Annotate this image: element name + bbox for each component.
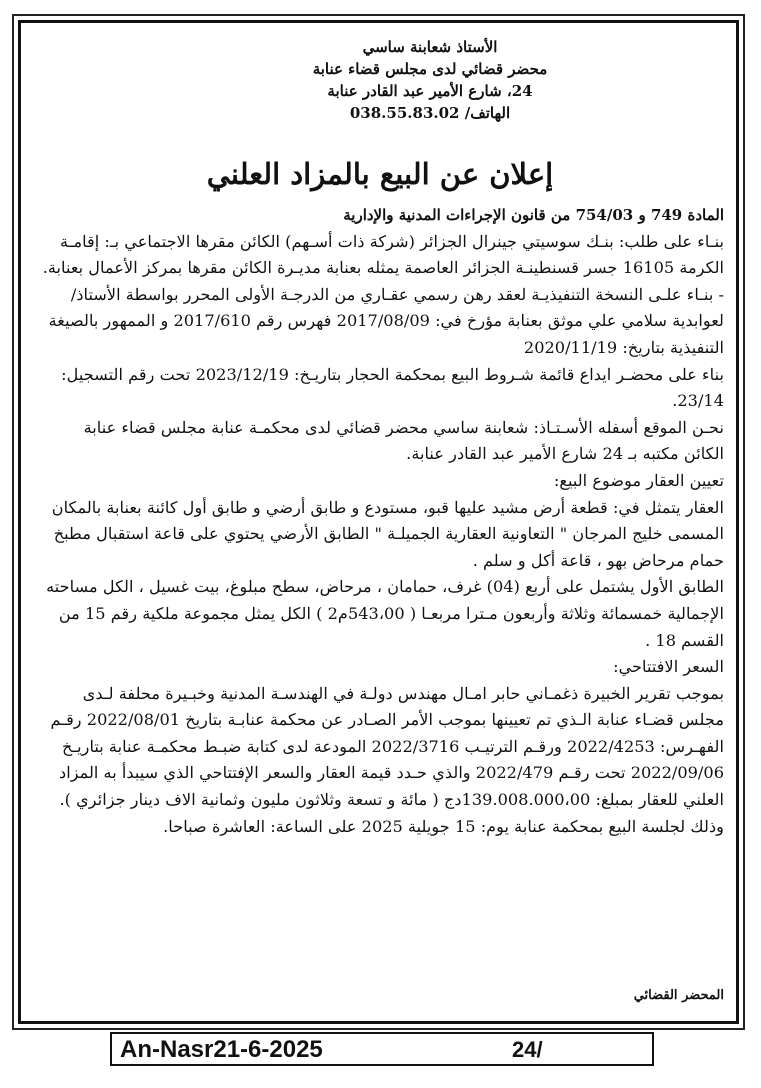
paragraph-price: بموجب تقرير الخبيرة ذغمـاني حابر امـال مهندس دولـة في الهندسـة المدنية وخبـيرة محلفة لـدى مجلس قضـاء عنابة الـذي تم تعيينها بموجب الأمر الصـادر عن محكمة عنابـة بتاريخ 2022/08/01 رقـم الفهـرس: 2022/4253 ورقـم الترتيـب 2022/3716 المودعة لدى كتابة ضبـط محكمـة عنابة بتاريـخ 2022/09/06 تحت رقـم 2022/479 والذي حـدد قيمة العقار والسعر الإفتتاحي الذي سيبدأ به المزاد العلني للعقار بمبلغ: 139.008.000،00دج ( مائة و تسعة وثلاثون مليون وثمانية الاف دينار جزائري ). xyxy=(50,683,724,810)
legal-reference: المادة 749 و 754/03 من قانون الإجراءات المدنية والإدارية xyxy=(343,206,724,224)
phone-number: 038.55.83.02 xyxy=(349,104,460,122)
notice-title: إعلان عن البيع بالمزاد العلني xyxy=(206,157,554,191)
paragraph-property: العقار يتمثل في: قطعة أرض مشيد عليها قبو، مستودع و طابق أرضي و طابق أول كائنة بعنابة بالمكان المسمى خليج المرجان " التعاونية العقارية الجميلـة " الطابق الأرضي يحتوي على قاعة استقبال مطبخ حمام مرحاض بهو ، قاعة أكل و سلم . xyxy=(51,497,724,570)
bailiff-name: الأستاذ شعابنة ساسي xyxy=(362,38,498,56)
publication-date: 21-6-2025 xyxy=(213,1036,323,1063)
phone-label: الهاتف/ xyxy=(464,104,511,122)
paragraph-undersigned: نحـن الموقع أسفله الأسـتـاذ: شعابنة ساسي محضر قضائي لدى محكمـة عنابة مجلس قضاء عنابة xyxy=(83,417,724,437)
section-heading-property: تعيين العقار موضوع البيع: xyxy=(553,470,724,490)
publication-footer xyxy=(110,1032,654,1066)
section-heading-price: السعر الافتتاحي: xyxy=(613,657,724,677)
bailiff-header xyxy=(260,36,600,124)
paragraph-session: وذلك لجلسة البيع بمحكمة عنابة يوم: 15 جويلية 2025 على الساعة: العاشرة صباحا. xyxy=(163,816,724,836)
footer-publication xyxy=(120,1036,323,1064)
paragraph-deposit: بناء على محضـر ايداع قائمة شـروط البيع بمحكمة الحجار بتاريـخ: 2023/12/19 تحت رقم التسجيل: 23/14. xyxy=(61,364,724,411)
bailiff-title: محضر قضائي لدى مجلس قضاء عنابة xyxy=(312,60,548,78)
paragraph-mortgage: - بنـاء علـى النسخة التنفيذيـة لعقد رهن رسمي عقـاري من الدرجـة الأولى المحرر بواسطة الأستاذ/ لعوابدية سلامي علي موثق بعنابة مؤرخ في: 2017/08/09 فهرس رقم 2017/610 و الممهور بالصيغة التنفيذية بتاريخ: 2020/11/19 xyxy=(48,284,724,357)
bailiff-phone xyxy=(260,102,600,124)
bailiff-address: 24، شارع الأمير عبد القادر عنابة xyxy=(327,82,533,100)
signature-label: المحضر القضائي xyxy=(633,988,724,1003)
publication-name: An-Nasr xyxy=(120,1036,214,1063)
page-number: 24/ xyxy=(512,1037,543,1062)
notice-body xyxy=(40,202,724,840)
paragraph-office: الكائن مكتبه بـ 24 شارع الأمير عبد القادر عنابة. xyxy=(406,444,724,464)
paragraph-request: بنـاء على طلب: بنـك سوسيتي جينرال الجزائر (شركة ذات أسـهم) الكائن مقرها الاجتماعي بـ: إقامـة الكرمة 16105 جسر قسنطينـة الجزائر العاصمة يمثله بعنابة مديـرة الكائن مقرها بمركز الأعمال بعنابة. xyxy=(42,231,724,278)
paragraph-first-floor: الطابق الأول يشتمل على أربع (04) غرف، حمامان ، مرحاض، سطح مبلوغ، بيت غسيل ، الكل مساحته الإجمالية خمسمائة وثلاثة وأربعون مـترا مربعـا ( 543،00م2 ) الكل يمثل مجموعة ملكية رقم 15 من القسم 18 . xyxy=(46,577,724,650)
